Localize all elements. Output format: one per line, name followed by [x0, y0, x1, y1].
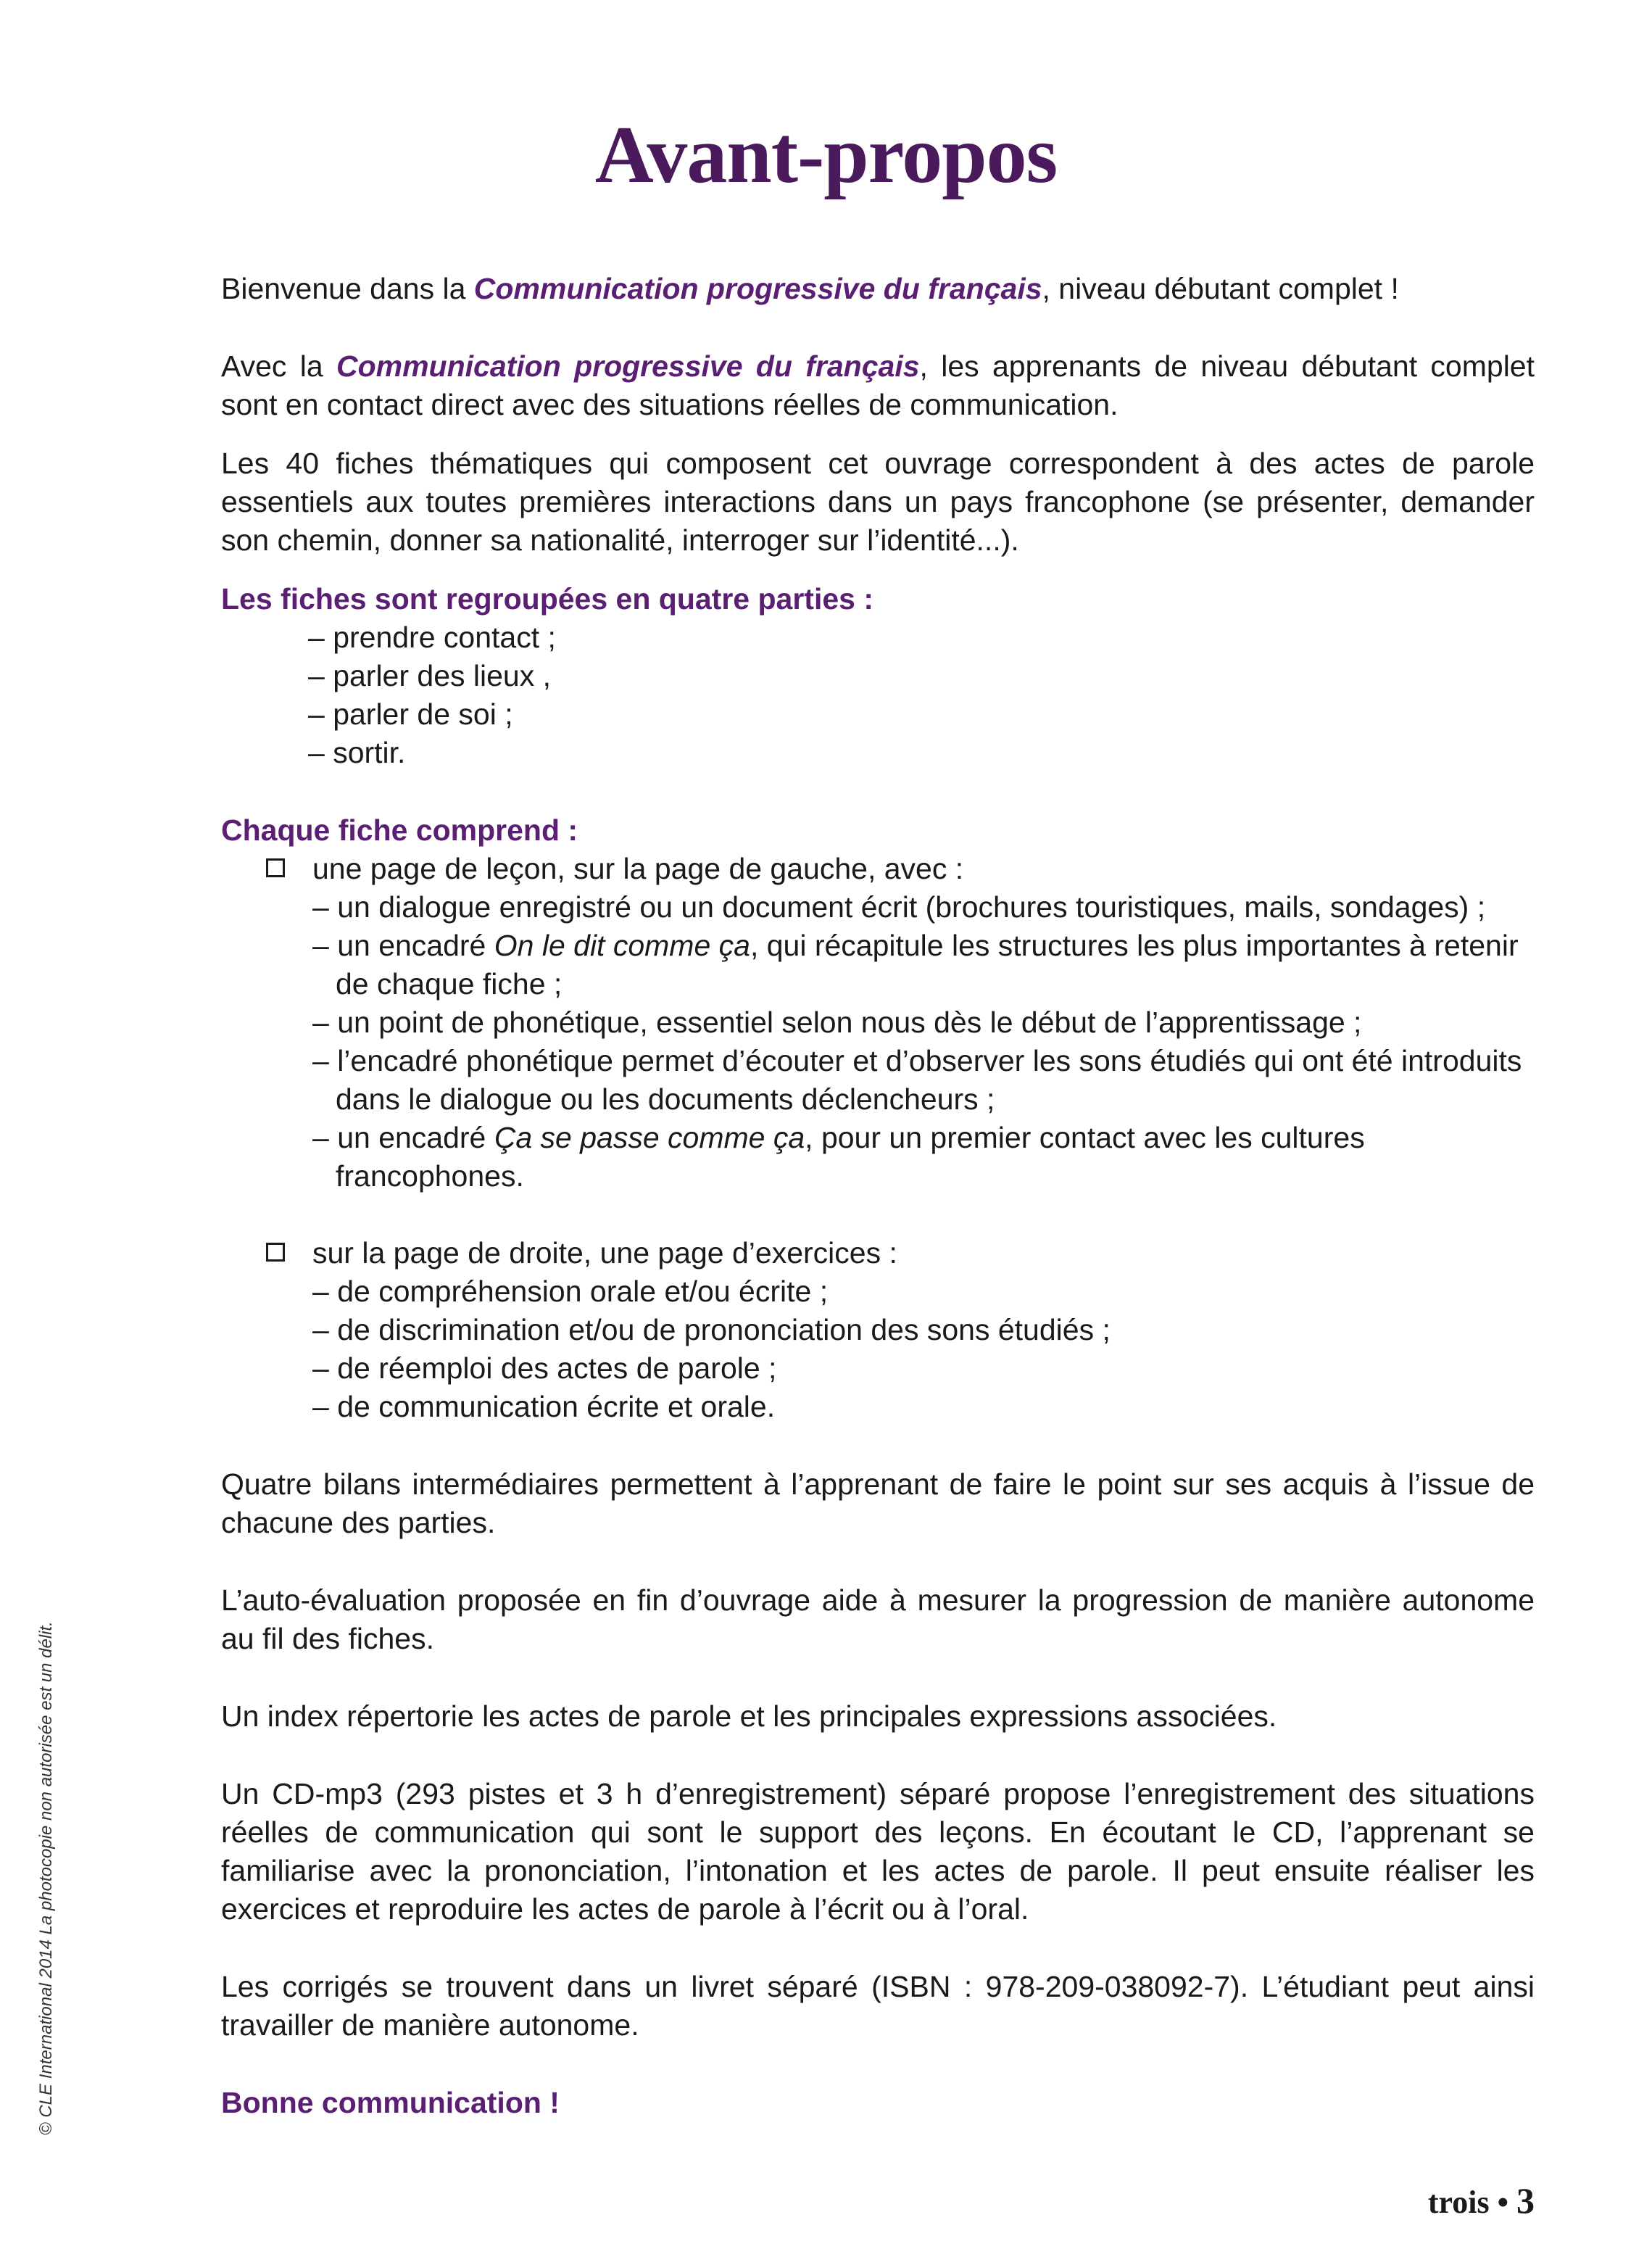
item-text: – un encadré: [312, 929, 494, 962]
main-content: [221, 270, 1535, 2122]
right-page-list: [312, 1272, 1535, 1426]
checkbox-square-icon: [266, 858, 285, 877]
bilans-paragraph: Quatre bilans intermédiaires permettent à l’apprenant de faire le point sur ses acquis à l’issue de chacune des parties.: [221, 1467, 1535, 1539]
book-title-accent-2: Communication progressive du français: [336, 349, 920, 383]
list-item: – de réemploi des actes de parole ;: [312, 1351, 777, 1385]
list-item: – parler de soi ;: [308, 697, 513, 731]
welcome-paragraph: [221, 270, 1535, 308]
item-text: , pour un premier contact avec les cultures francophones.: [336, 1121, 1365, 1193]
left-page-section: [266, 850, 1535, 1196]
list-item: [312, 927, 1535, 1003]
bullet-separator: •: [1497, 2184, 1508, 2220]
welcome-before: Bienvenue dans la: [221, 272, 474, 305]
intro-after: , les apprenants de niveau débutant complet sont en contact direct avec des situations réelles de communication.: [221, 349, 1535, 421]
list-item: – un point de phonétique, essentiel selon nous dès le début de l’apprentissage ;: [312, 1006, 1362, 1039]
page-number: [1428, 2179, 1535, 2221]
left-page-label: une page de leçon, sur la page de gauche, avec :: [312, 852, 964, 885]
groups-heading: Les fiches sont regroupées en quatre parties :: [221, 582, 873, 616]
cd-paragraph: Un CD-mp3 (293 pistes et 3 h d’enregistrement) séparé propose l’enregistrement des situations réelles de communication qui sont le support des leçons. En écoutant le CD, l’apprenant se familiarise avec la prononciation, l’intonation et les actes de parole. Il peut ensuite réaliser les exercices et reproduire les actes de parole à l’écrit ou à l’oral.: [221, 1777, 1535, 1926]
index-paragraph: Un index répertorie les actes de parole et les principales expressions associées.: [221, 1699, 1277, 1733]
list-item: – de communication écrite et orale.: [312, 1390, 776, 1423]
list-item: – parler des lieux ,: [308, 659, 552, 692]
box-name-italic: Ça se passe comme ça: [494, 1121, 805, 1154]
fiches-paragraph: Les 40 fiches thématiques qui composent cet ouvrage correspondent à des actes de parole essentiels aux toutes premières interactions dans un pays francophone (se présenter, demander son chemin, donner sa nationalité, interroger sur l’identité...).: [221, 447, 1535, 557]
list-item: [312, 1119, 1535, 1196]
item-text: , qui récapitule les structures les plus importantes à retenir de chaque fiche ;: [336, 929, 1519, 1001]
box-name-italic: On le dit comme ça: [494, 929, 750, 962]
page-number-digit: 3: [1516, 2180, 1535, 2221]
intro-before: Avec la: [221, 349, 336, 383]
right-page-label: sur la page de droite, une page d’exercices :: [312, 1236, 897, 1270]
list-item: – de compréhension orale et/ou écrite ;: [312, 1275, 829, 1308]
list-item: – prendre contact ;: [308, 621, 556, 654]
page-number-word: trois: [1427, 2184, 1490, 2220]
copyright-notice: © CLE International 2014 La photocopie non autorisée est un délit.: [36, 1621, 56, 2135]
item-text: – un encadré: [312, 1121, 494, 1154]
closing-line: Bonne communication !: [221, 2086, 560, 2119]
intro-paragraph: [221, 347, 1535, 424]
book-title-accent: Communication progressive du français: [473, 272, 1042, 305]
list-item: – un dialogue enregistré ou un document écrit (brochures touristiques, mails, sondages) ;: [312, 890, 1486, 924]
list-item: – sortir.: [308, 736, 406, 769]
each-fiche-heading: Chaque fiche comprend :: [221, 813, 578, 847]
auto-evaluation-paragraph: L’auto-évaluation proposée en fin d’ouvrage aide à mesurer la progression de manière autonome au fil des fiches.: [221, 1583, 1535, 1655]
welcome-after: , niveau débutant complet !: [1042, 272, 1399, 305]
groups-list: [308, 618, 1535, 772]
left-page-list: [312, 888, 1535, 1196]
list-item: – l’encadré phonétique permet d’écouter et d’observer les sons étudiés qui ont été introduits dans le dialogue ou les documents déclencheurs ;: [312, 1044, 1522, 1116]
list-item: – de discrimination et/ou de prononciation des sons étudiés ;: [312, 1313, 1111, 1346]
page-title: Avant-propos: [594, 110, 1058, 200]
corriges-paragraph: Les corrigés se trouvent dans un livret séparé (ISBN : 978-209-038092-7). L’étudiant peut ainsi travailler de manière autonome.: [221, 1970, 1535, 2042]
checkbox-square-icon: [266, 1243, 285, 1262]
right-page-section: [266, 1234, 1535, 1426]
